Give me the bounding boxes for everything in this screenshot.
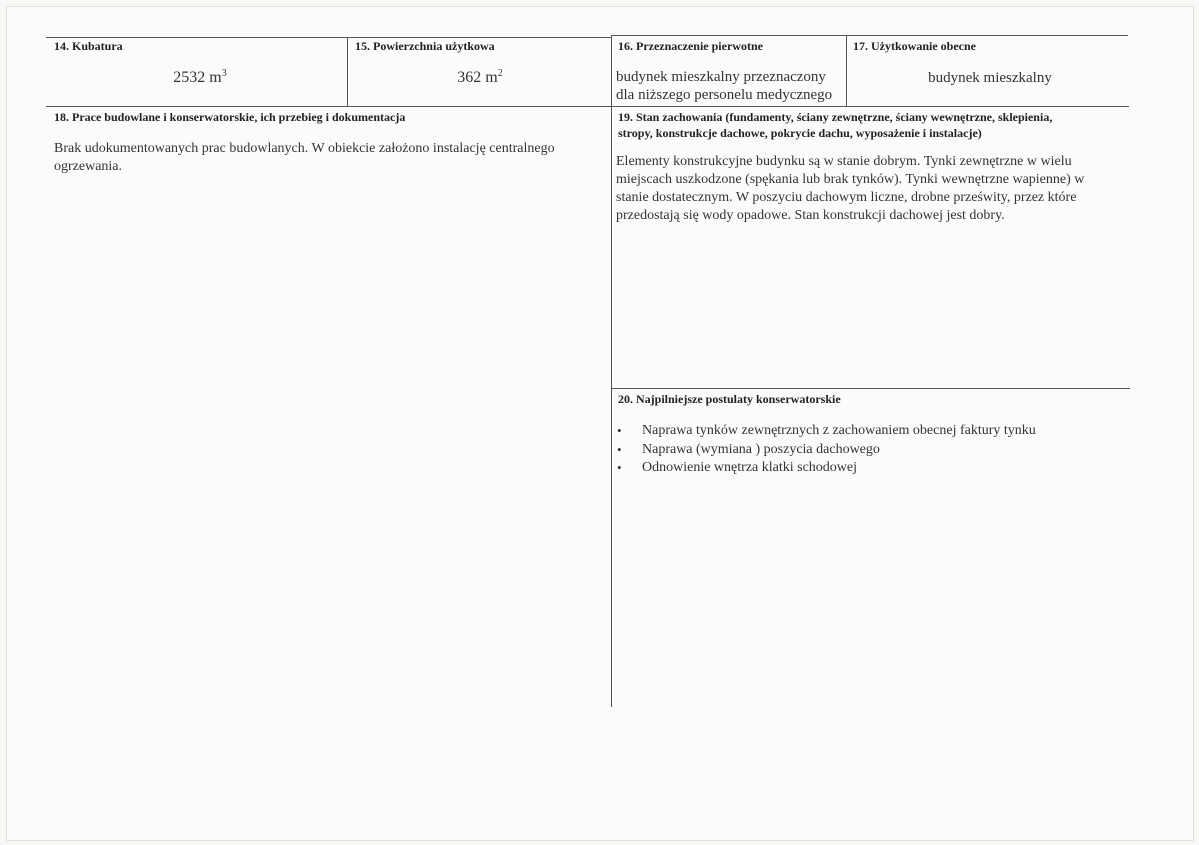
- column-divider-1: [347, 37, 348, 106]
- current-use-label: 17. Użytkowanie obecne: [853, 39, 976, 53]
- row-divider: [46, 106, 1129, 107]
- usable-area-value: [430, 68, 530, 88]
- postulates-label: 20. Najpilniejsze postulaty konserwatorskie: [618, 392, 841, 406]
- condition-label-line: 19. Stan zachowania (fundamenty, ściany zewnętrzne, ściany wewnętrzne, sklepienia,: [618, 110, 1053, 124]
- condition-label: [618, 109, 1123, 141]
- usable-area-label: 15. Powierzchnia użytkowa: [355, 39, 495, 53]
- condition-line: stanie dostatecznym. W poszyciu dachowym liczne, drobne prześwity, przez które: [616, 190, 1077, 205]
- construction-works-line: ogrzewania.: [54, 159, 123, 174]
- section-divider: [612, 388, 1130, 389]
- column-divider-3: [846, 35, 847, 106]
- postulates-list: [616, 422, 1116, 478]
- cubature-value: [140, 68, 260, 88]
- original-purpose-line: budynek mieszkalny przeznaczony: [616, 69, 826, 85]
- cubature-exponent: 3: [221, 68, 227, 79]
- construction-works-line: Brak udokumentowanych prac budowlanych. W obiekcie założono instalację centralnego: [54, 141, 555, 156]
- construction-works-text: [54, 140, 604, 176]
- column-divider-main: [611, 35, 612, 707]
- condition-text: [616, 153, 1126, 225]
- construction-works-label: 18. Prace budowlane i konserwatorskie, ich przebieg i dokumentacja: [54, 110, 406, 124]
- usable-area-exponent: 2: [497, 68, 503, 79]
- table-top-border-right: [612, 35, 1128, 36]
- condition-line: przedostają się wody opadowe. Stan konstrukcji dachowej jest dobry.: [616, 208, 1005, 223]
- postulate-item: • Odnowienie wnętrza klatki schodowej: [616, 459, 1116, 478]
- condition-line: Elementy konstrukcyjne budynku są w stanie dobrym. Tynki zewnętrzne w wielu: [616, 154, 1072, 169]
- usable-area-number: 362 m: [457, 69, 498, 86]
- condition-label-line: stropy, konstrukcje dachowe, pokrycie dachu, wyposażenie i instalacje): [618, 126, 982, 140]
- condition-line: miejscach uszkodzone (spękania lub brak tynków). Tynki wewnętrzne wapienne) w: [616, 172, 1085, 187]
- current-use-value: budynek mieszkalny: [928, 70, 1052, 86]
- original-purpose-label: 16. Przeznaczenie pierwotne: [618, 39, 763, 53]
- postulate-item: • Naprawa (wymiana ) poszycia dachowego: [616, 441, 1116, 460]
- table-top-border: [46, 37, 612, 38]
- original-purpose-value: [616, 68, 832, 104]
- cubature-number: 2532 m: [173, 69, 222, 86]
- cubature-label: 14. Kubatura: [54, 39, 123, 53]
- postulate-item: • Naprawa tynków zewnętrznych z zachowaniem obecnej faktury tynku: [616, 422, 1116, 441]
- original-purpose-line: dla niższego personelu medycznego: [616, 87, 833, 103]
